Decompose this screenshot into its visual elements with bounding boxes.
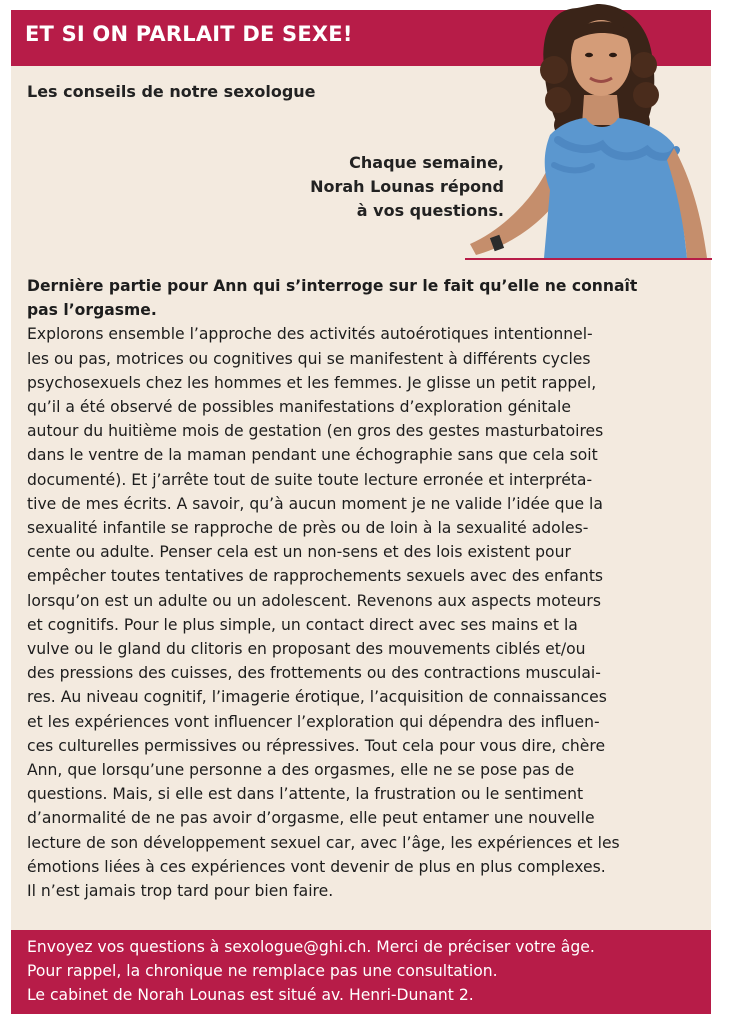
- body-line: cente ou adulte. Penser cela est un non-sens et des lois existent pour: [27, 543, 571, 562]
- article-body: [27, 274, 707, 903]
- body-line: psychosexuels chez les hommes et les femmes. Je glisse un petit rappel,: [27, 373, 597, 392]
- body-line: d’anormalité de ne pas avoir d’orgasme, elle peut entamer une nouvelle: [27, 809, 595, 828]
- lead-question-line: pas l’orgasme.: [27, 301, 157, 320]
- body-line: sexualité infantile se rapproche de près ou de loin à la sexualité adoles-: [27, 519, 589, 538]
- body-line: ces culturelles permissives ou répressives. Tout cela pour vous dire, chère: [27, 736, 606, 755]
- intro-divider: [465, 258, 712, 260]
- intro-line: à vos questions.: [356, 201, 504, 220]
- body-line: lorsqu’on est un adulte ou un adolescent. Revenons aux aspects moteurs: [27, 591, 601, 610]
- body-line: Explorons ensemble l’approche des activités autoérotiques intentionnel-: [27, 325, 593, 344]
- body-line: tive de mes écrits. A savoir, qu’à aucun moment je ne valide l’idée que la: [27, 494, 603, 513]
- body-line: autour du huitième mois de gestation (en gros des gestes masturbatoires: [27, 422, 604, 441]
- footer-line: Envoyez vos questions à sexologue@ghi.ch. Merci de préciser votre âge.: [27, 938, 595, 956]
- body-line: Ann, que lorsqu’une personne a des orgasmes, elle ne se pose pas de: [27, 761, 575, 780]
- intro-line: Chaque semaine,: [349, 153, 504, 172]
- footer-line: Pour rappel, la chronique ne remplace pas une consultation.: [27, 962, 498, 980]
- body-line: et les expériences vont influencer l’exploration qui dépendra des influen-: [27, 712, 600, 731]
- body-line: documenté). Et j’arrête tout de suite toute lecture erronée et interpréta-: [27, 470, 593, 489]
- body-line: lecture de son développement sexuel car, avec l’âge, les expériences et les: [27, 833, 620, 852]
- footer-line: Le cabinet de Norah Lounas est situé av. Henri-Dunant 2.: [27, 986, 474, 1004]
- body-line: questions. Mais, si elle est dans l’attente, la frustration ou le sentiment: [27, 785, 584, 804]
- body-line: qu’il a été observé de possibles manifestations d’exploration génitale: [27, 398, 571, 417]
- body-line: vulve ou le gland du clitoris en proposant des mouvements ciblés et/ou: [27, 640, 586, 659]
- body-line: empêcher toutes tentatives de rapprochements sexuels avec des enfants: [27, 567, 604, 586]
- column-subheading: Les conseils de notre sexologue: [27, 82, 316, 101]
- intro-line: Norah Lounas répond: [310, 177, 504, 196]
- body-line: des pressions des cuisses, des frottements ou des contractions musculai-: [27, 664, 601, 683]
- footer-notice: [27, 935, 707, 1007]
- body-line: Il n’est jamais trop tard pour bien faire.: [27, 882, 334, 901]
- body-line: émotions liées à ces expériences vont devenir de plus en plus complexes.: [27, 857, 606, 876]
- body-line: et cognitifs. Pour le plus simple, un contact direct avec ses mains et la: [27, 615, 578, 634]
- lead-question-line: Dernière partie pour Ann qui s’interroge sur le fait qu’elle ne connaît: [27, 277, 638, 295]
- woman-portrait-icon: [462, 0, 712, 258]
- body-line: les ou pas, motrices ou cognitives qui se manifestent à différents cycles: [27, 349, 591, 368]
- body-line: res. Au niveau cognitif, l’imagerie érotique, l’acquisition de connaissances: [27, 688, 607, 707]
- column-title: ET SI ON PARLAIT DE SEXE!: [25, 22, 353, 46]
- body-line: dans le ventre de la maman pendant une échographie sans que cela soit: [27, 446, 598, 465]
